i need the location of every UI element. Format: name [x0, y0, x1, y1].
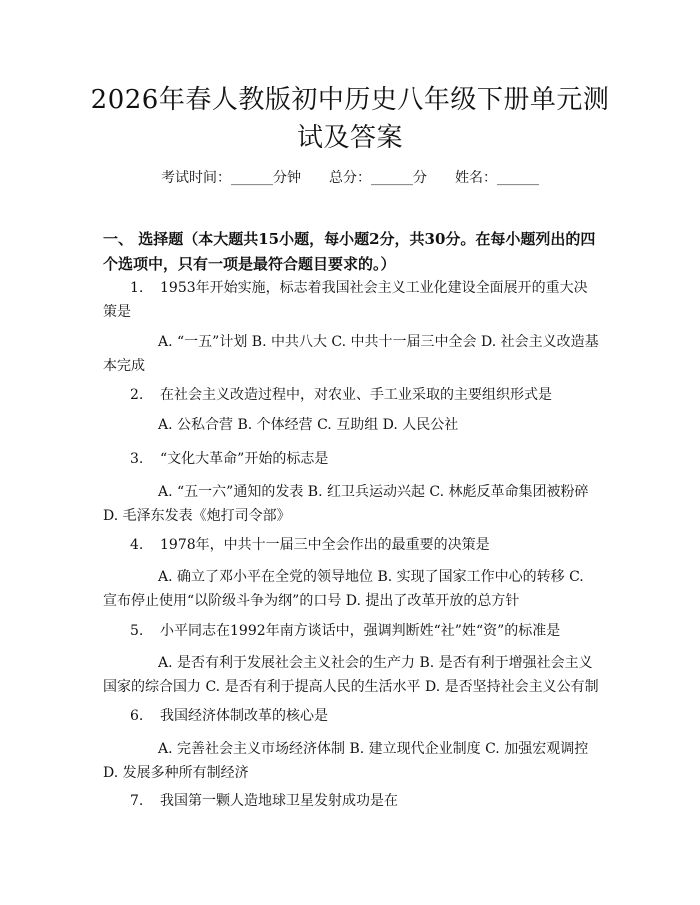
question-number: 5. — [130, 623, 144, 639]
question-1 — [103, 276, 600, 324]
question-stem: 我国第一颗人造地球卫星发射成功是在 — [160, 793, 398, 809]
question-number: 4. — [130, 537, 144, 553]
question-number: 2. — [130, 387, 144, 403]
section-heading: 一、 选择题（本大题共15小题，每小题2分，共30分。在每小题列出的四个选项中，只有一项是最符合题目要求的。） — [103, 230, 596, 273]
question-3-options: A. “五一六”通知的发表 B. 红卫兵运动兴起 C. 林彪反革命集团被粉碎 D. 毛泽东发表《炮打司令部》 — [103, 484, 589, 524]
question-stem: “文化大革命”开始的标志是 — [160, 451, 329, 467]
question-7 — [103, 789, 600, 813]
question-5-options: A. 是否有利于发展社会主义社会的生产力 B. 是否有利于增强社会主义国家的综合国力 C. 是否有利于提高人民的生活水平 D. 是否坚持社会主义公有制 — [103, 655, 599, 695]
question-number: 6. — [130, 708, 144, 724]
question-stem: 在社会主义改造过程中，对农业、手工业采取的主要组织形式是 — [160, 387, 552, 403]
exam-title-line-1: 2026年春人教版初中历史八年级下册单元测 — [90, 85, 610, 115]
question-stem: 1978年，中共十一届三中全会作出的最重要的决策是 — [160, 537, 490, 553]
question-number: 3. — [130, 451, 144, 467]
question-3 — [103, 447, 600, 471]
question-number: 1. — [130, 280, 144, 296]
question-stem: 小平同志在1992年南方谈话中，强调判断姓“社”姓“资”的标准是 — [160, 623, 561, 639]
exam-info-line: 考试时间：______分钟 总分：______分 姓名：______ — [161, 170, 539, 186]
question-stem: 1953年开始实施，标志着我国社会主义工业化建设全面展开的重大决策是 — [103, 280, 588, 320]
question-4-options: A. 确立了邓小平在全党的领导地位 B. 实现了国家工作中心的转移 C. 宣布停止使用“以阶级斗争为纲”的口号 D. 提出了改革开放的总方针 — [103, 569, 584, 609]
question-4 — [103, 533, 600, 557]
question-1-options: A. “一五”计划 B. 中共八大 C. 中共十一届三中全会 D. 社会主义改造基本完成 — [103, 334, 599, 374]
question-stem: 我国经济体制改革的核心是 — [160, 708, 328, 724]
question-5 — [103, 619, 600, 643]
question-6-options: A. 完善社会主义市场经济体制 B. 建立现代企业制度 C. 加强宏观调控 D. 发展多种所有制经济 — [103, 741, 589, 781]
question-number: 7. — [130, 793, 144, 809]
question-2 — [103, 383, 600, 407]
exam-title-line-2: 试及答案 — [296, 123, 403, 153]
question-2-options: A. 公私合营 B. 个体经营 C. 互助组 D. 人民公社 — [158, 417, 459, 433]
question-6 — [103, 704, 600, 728]
